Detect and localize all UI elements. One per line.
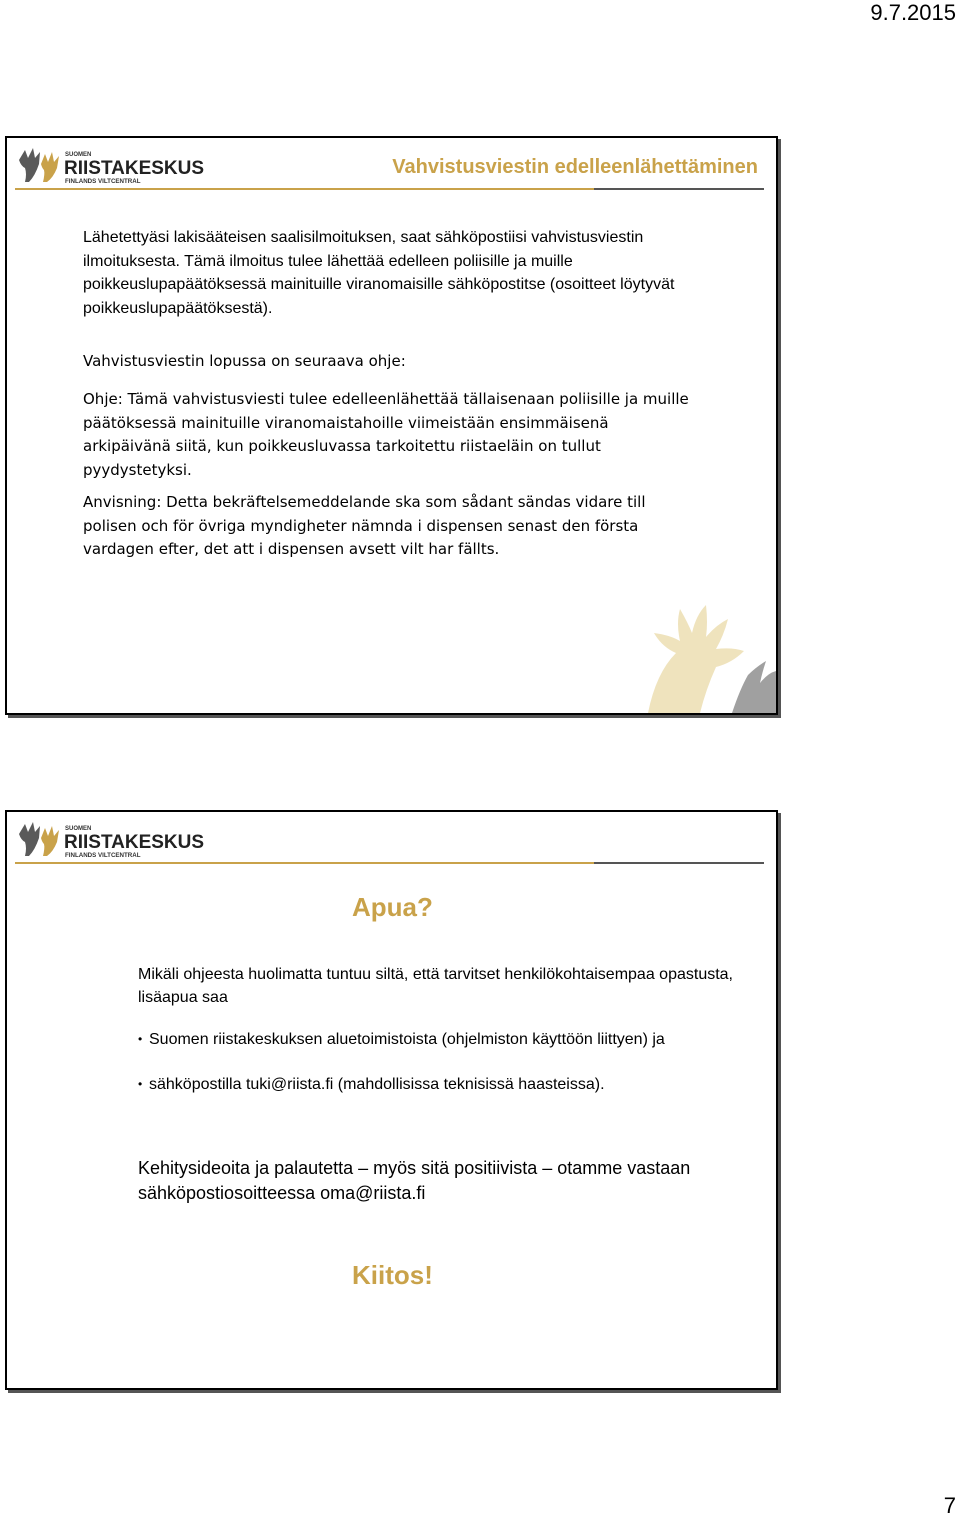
help-title: Apua? <box>352 892 433 922</box>
instruction-finnish: Ohje: Tämä vahvistusviesti tulee edelleenlähettää tällaisenaan poliisille ja muille päätöksessä mainituille viranomaistahoille viimeistään ensimmäisenä arkipäivänä siitä, kun poikkeusluvassa tarkoitettu riistaeläin on tullut pyydystetyksi. <box>83 390 689 479</box>
slide-help <box>5 810 778 1390</box>
list-item: • sähköpostilla tuki@riista.fi (mahdollisissa teknisissä haasteissa). <box>138 1073 758 1096</box>
instruction-swedish: Anvisning: Detta bekräftelsemeddelande ska som sådant sändas vidare till polisen och för övriga myndigheter nämnda i dispensen senast den första vardagen efter, det att i dispensen avsett vilt har fällts. <box>83 493 646 558</box>
help-intro: Mikäli ohjeesta huolimatta tuntuu siltä, että tarvitset henkilökohtaisempaa opastusta, lisäapua saa <box>138 966 733 1006</box>
logo-line2: RIISTAKESKUS <box>64 158 205 179</box>
header-rule <box>15 188 764 190</box>
header-rule <box>15 862 764 864</box>
logo-line1: SUOMEN <box>65 826 92 832</box>
list-item: • Suomen riistakeskuksen aluetoimistoista (ohjelmiston käyttöön liittyen) ja <box>138 1028 758 1051</box>
logo-line2: RIISTAKESKUS <box>64 832 205 853</box>
logo-line1: SUOMEN <box>65 152 92 158</box>
slide-forwarding-confirmation <box>5 136 778 715</box>
page-date: 9.7.2015 <box>870 0 956 25</box>
riistakeskus-logo <box>15 146 211 186</box>
page-number: 7 <box>943 1493 956 1518</box>
moose-antler-watermark-icon <box>636 563 776 713</box>
lead-paragraph: Lähetettyäsi lakisääteisen saalisilmoituksen, saat sähköpostiisi vahvistusviestin ilmoituksesta. Tämä ilmoitus tulee lähettää edelleen poliisille ja muille poikkeuslupapäätöksessä mainituille viranomaisille sähköpostitse (osoitteet löytyvät poikkeuslupapäätöksestä). <box>83 229 675 317</box>
help-options-list <box>138 1028 758 1118</box>
logo-line3: FINLANDS VILTCENTRAL <box>65 178 141 185</box>
thanks-text: Kiitos! <box>352 1260 433 1290</box>
feedback-text: Kehitysideoita ja palautetta – myös sitä positiivista – otamme vastaan sähköpostiosoitteessa oma@riista.fi <box>138 1158 691 1203</box>
instruction-heading: Vahvistusviestin lopussa on seuraava ohje: <box>83 352 406 370</box>
antler-icon <box>19 822 59 856</box>
logo-line3: FINLANDS VILTCENTRAL <box>65 852 141 859</box>
slide-title: Vahvistusviestin edelleenlähettäminen <box>392 156 758 178</box>
antler-icon <box>19 148 59 182</box>
riistakeskus-logo <box>15 820 211 860</box>
